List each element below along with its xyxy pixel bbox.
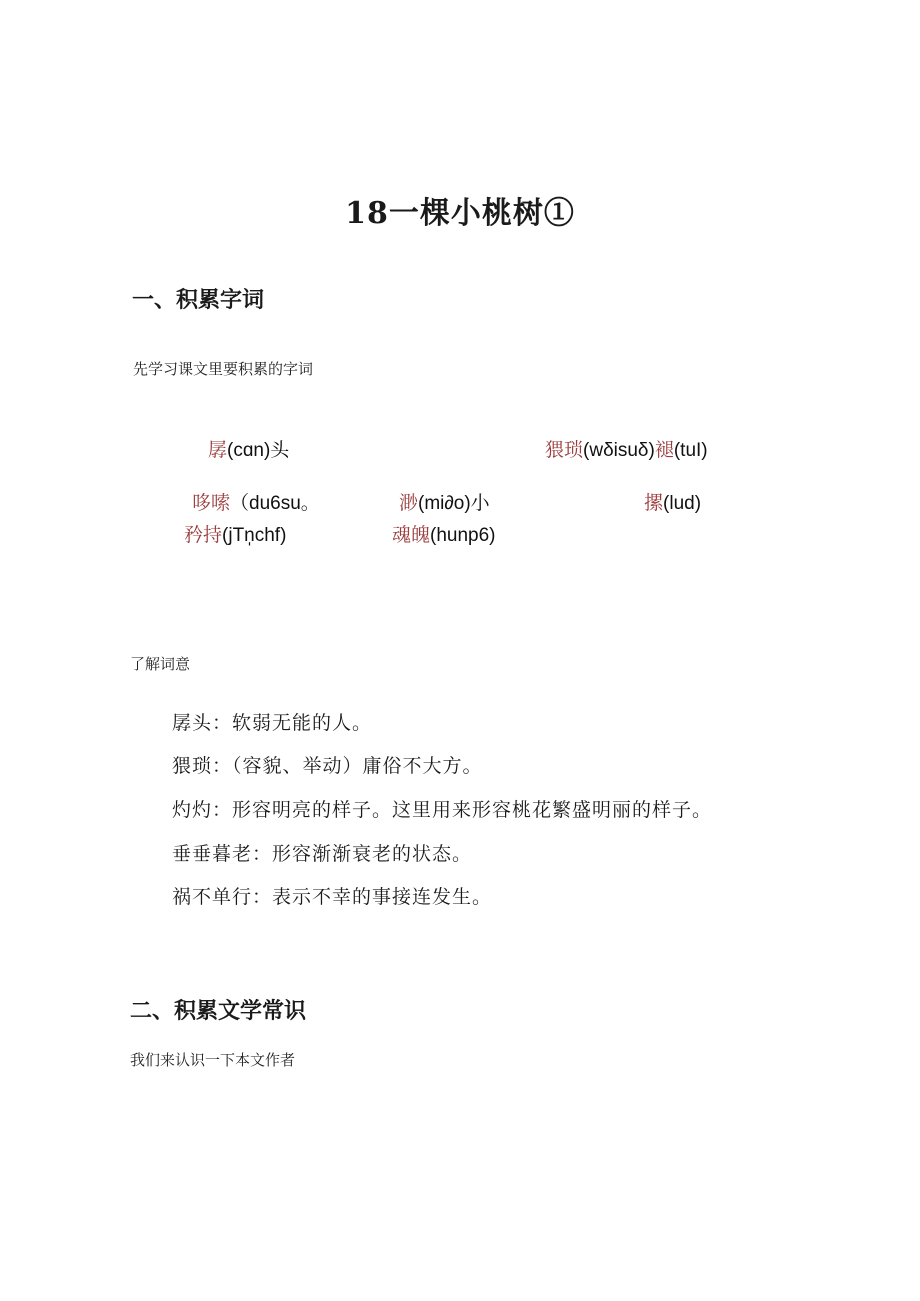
vocab-hanzi: 矜持: [184, 524, 223, 546]
vocab-item: [192, 488, 320, 515]
section-intro-1: 先学习课文里要积累的字词: [133, 360, 314, 378]
vocab-pinyin: (jTn̩chf): [222, 525, 287, 546]
section-heading-2: 二、积累文学常识: [130, 999, 307, 1024]
vocab-pinyin: (tuI): [673, 440, 708, 461]
vocab-pinyin: (mi∂o)小: [418, 493, 490, 514]
vocab-hanzi: 渺: [399, 492, 419, 514]
vocab-hanzi: 褪: [654, 439, 674, 461]
vocab-pinyin: (lud): [663, 493, 702, 514]
vocab-item: [208, 435, 289, 462]
vocab-hanzi: 孱: [208, 439, 228, 461]
vocab-item: [644, 488, 701, 515]
vocab-pinyin: （du6su。: [230, 493, 320, 514]
page-title: 18一棵小桃树①: [345, 196, 575, 231]
vocab-hanzi: 魂魄: [392, 524, 431, 546]
vocab-pinyin: (hunp6): [430, 525, 496, 546]
vocab-pinyin: (cɑn)头: [227, 440, 290, 461]
vocab-item: [545, 435, 708, 462]
vocab-hanzi: 摞: [644, 492, 664, 514]
vocab-item: [392, 520, 496, 547]
vocab-hanzi: 猥琐: [545, 439, 584, 461]
vocab-item: [399, 488, 490, 515]
section-heading-1: 一、积累字词: [132, 288, 265, 313]
section-intro-2: 我们来认识一下本文作者: [130, 1051, 296, 1069]
definition-item: 灼灼：形容明亮的样子。这里用来形容桃花繁盛明丽的样子。: [172, 799, 713, 821]
meaning-label: 了解词意: [130, 655, 191, 673]
definition-item: 垂垂暮老：形容渐渐衰老的状态。: [172, 843, 473, 865]
vocab-pinyin: (wδisuδ): [583, 440, 655, 461]
definition-item: 猥琐：（容貌、举动）庸俗不大方。: [172, 755, 483, 777]
definition-item: 孱头：软弱无能的人。: [172, 712, 373, 734]
vocab-hanzi: 哆嗦: [192, 492, 231, 514]
definition-item: 祸不单行：表示不幸的事接连发生。: [172, 886, 493, 908]
vocab-item: [184, 520, 286, 547]
